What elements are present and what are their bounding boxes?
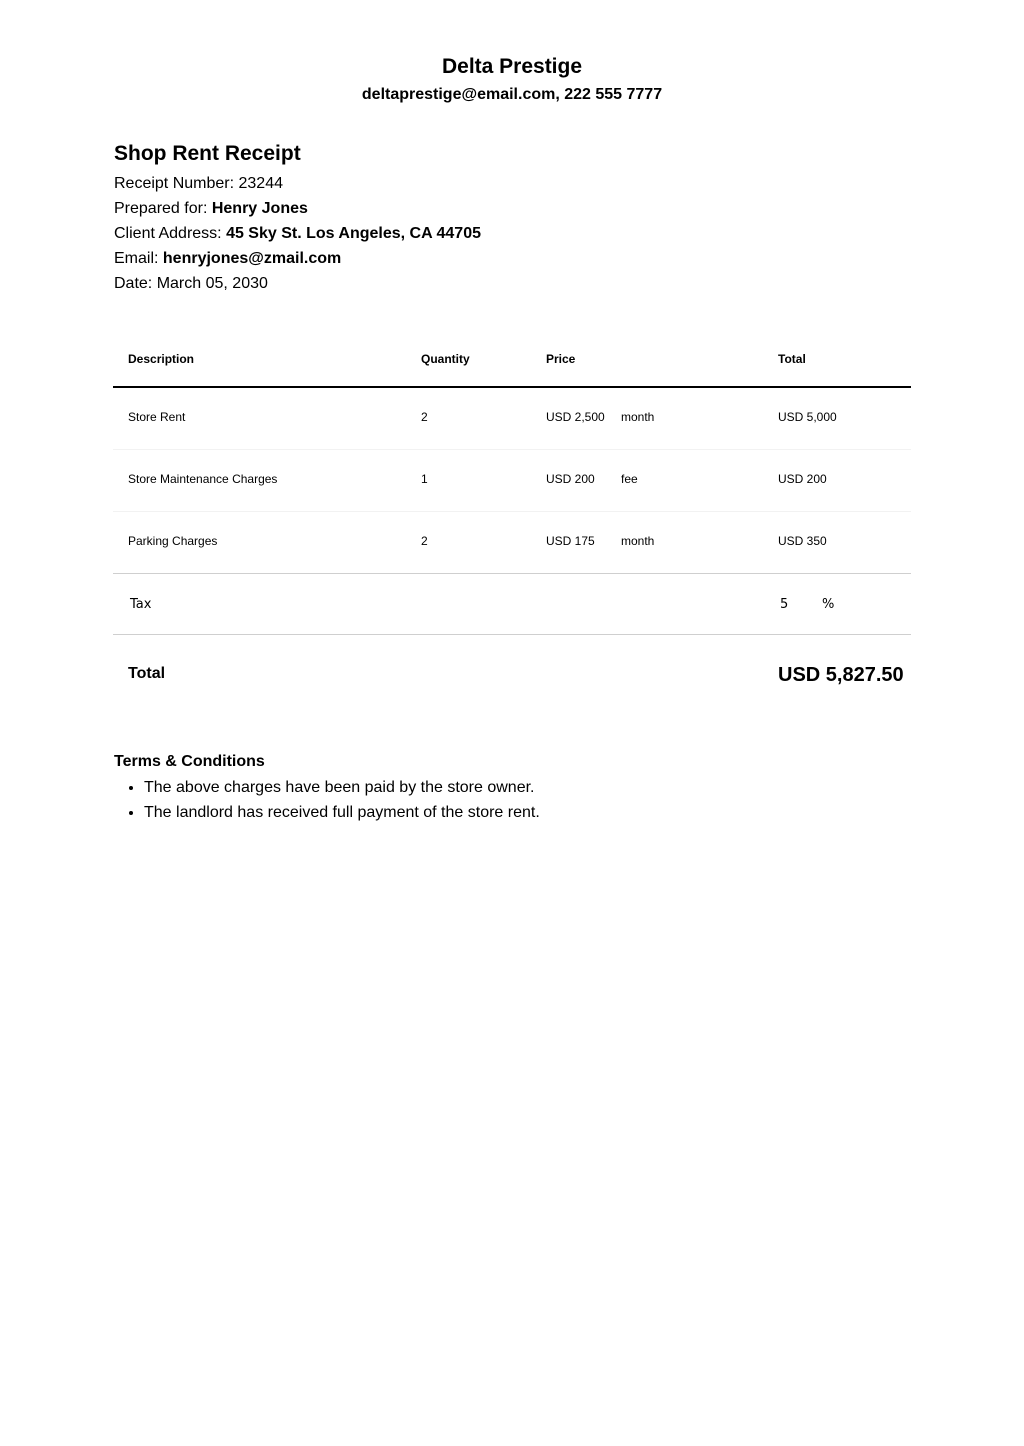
grand-total-value: USD 5,827.50 [778,664,904,686]
header-quantity: Quantity [421,352,470,366]
receipt-number: 23244 [238,175,283,192]
terms-section [114,750,914,825]
table-header-row [113,331,911,388]
table-row [113,388,911,450]
date-label: Date: [114,275,153,292]
table-row [113,450,911,512]
terms-list [114,775,914,825]
list-item: • The landlord has received full payment of the store rent. [144,800,914,825]
table-row [113,512,911,574]
row-description: Store Rent [128,410,186,424]
terms-title: Terms & Conditions [114,753,265,770]
client-address-label: Client Address: [114,225,222,242]
date-line [114,271,914,296]
tax-row [113,574,911,635]
list-item: • The above charges have been paid by the store owner. [144,775,914,800]
prepared-for-line [114,196,914,221]
header-price: Price [546,352,576,366]
header-total: Total [778,352,806,366]
company-name: Delta Prestige [441,55,583,78]
row-unit: fee [621,472,638,486]
row-quantity: 1 [421,472,428,486]
prepared-for-label: Prepared for: [114,200,208,217]
row-total: USD 200 [778,472,827,486]
row-total: USD 5,000 [778,410,837,424]
row-price: USD 200 [546,472,595,486]
row-price: USD 2,500 [546,410,605,424]
receipt-info [114,140,914,296]
client-address: 45 Sky St. Los Angeles, CA 44705 [226,225,481,242]
grand-total-label: Total [128,665,166,682]
row-unit: month [621,410,655,424]
header-description: Description [128,352,195,366]
grand-total-row [113,635,911,715]
row-price: USD 175 [546,534,595,548]
client-address-line [114,221,914,246]
row-description: Store Maintenance Charges [128,472,278,486]
page-title: Shop Rent Receipt [114,142,301,165]
receipt-date: March 05, 2030 [156,275,268,292]
row-total: USD 350 [778,534,827,548]
company-header [0,53,1024,106]
row-unit: month [621,534,655,548]
tax-value: 5 [780,597,789,612]
company-contact: deltaprestige@email.com, 222 555 7777 [361,86,663,103]
tax-label: Tax [130,597,152,612]
row-quantity: 2 [421,410,428,424]
prepared-for-name: Henry Jones [211,200,308,217]
tax-unit: % [822,597,835,612]
receipt-number-line [114,171,914,196]
client-email: henryjones@zmail.com [162,250,342,267]
receipt-number-label: Receipt Number: [114,175,235,192]
email-line [114,246,914,271]
row-description: Parking Charges [128,534,218,548]
row-quantity: 2 [421,534,428,548]
email-label: Email: [114,250,159,267]
charges-table [113,331,911,715]
